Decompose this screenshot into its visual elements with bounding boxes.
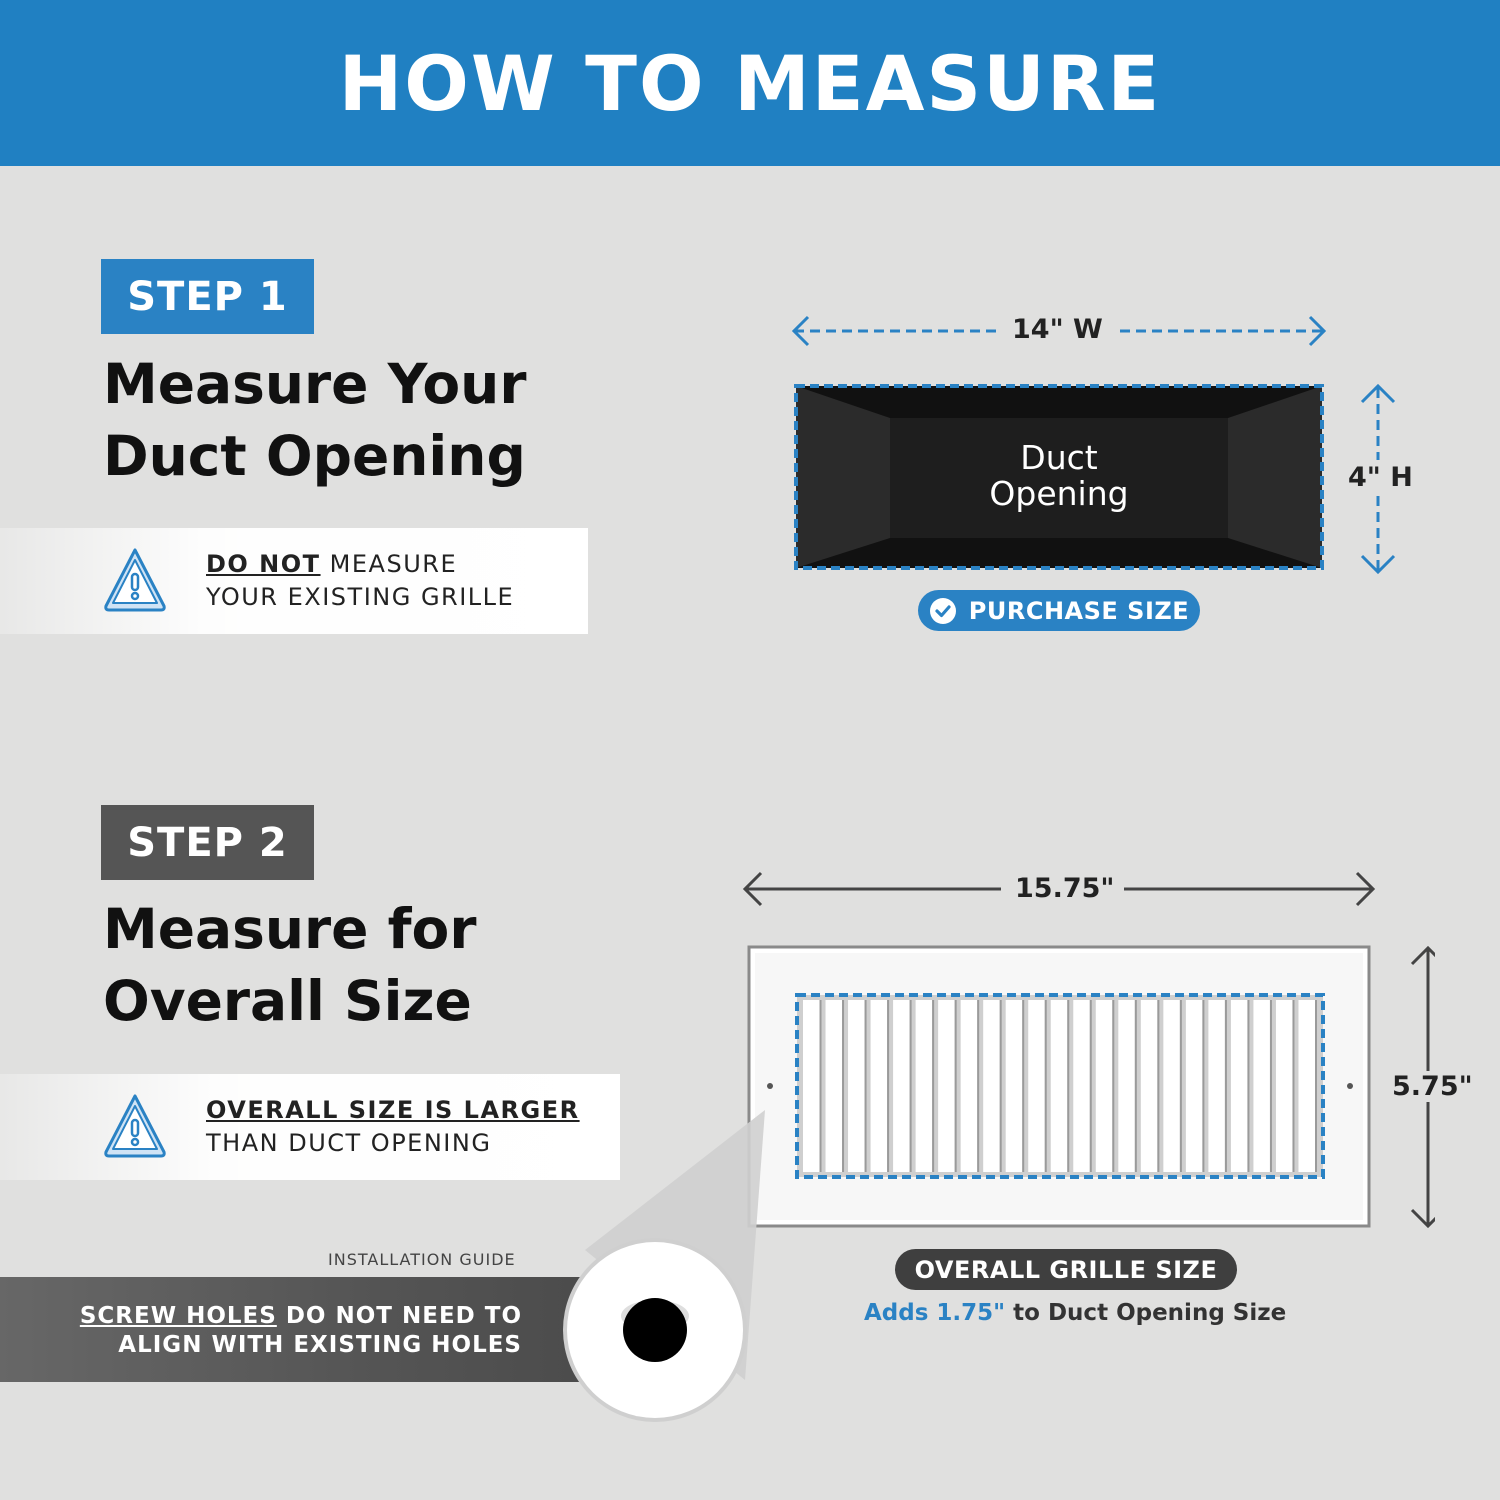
warning-text-rest: MEASURE xyxy=(320,550,458,578)
step-2-heading-line1: Measure for xyxy=(103,897,477,961)
grille-louver xyxy=(961,1000,978,1172)
grille-louver xyxy=(1186,1000,1203,1172)
grille-louver xyxy=(1253,1000,1270,1172)
grille-louver xyxy=(1141,1000,1158,1172)
grille-louver xyxy=(1073,1000,1090,1172)
grille-louver xyxy=(1096,1000,1113,1172)
installation-text-rest: DO NOT NEED TO xyxy=(276,1303,522,1329)
grille-louver xyxy=(1006,1000,1023,1172)
grille-width-label: 15.75" xyxy=(1005,873,1124,904)
purchase-size-pill xyxy=(918,590,1200,631)
warning-emphasis: OVERALL SIZE IS LARGER xyxy=(206,1096,580,1124)
installation-text xyxy=(80,1302,522,1360)
step-2-badge: STEP 2 xyxy=(101,805,314,880)
duct-height-label: 4" H xyxy=(1342,462,1419,493)
installation-text-line2: ALIGN WITH EXISTING HOLES xyxy=(118,1332,522,1358)
warning-text-line2: YOUR EXISTING GRILLE xyxy=(206,583,515,611)
duct-opening-label xyxy=(890,440,1228,512)
duct-width-label: 14" W xyxy=(1000,314,1115,345)
screw-hole-icon xyxy=(623,1298,687,1362)
step-1-badge: STEP 1 xyxy=(101,259,314,334)
screw-hole-callout xyxy=(555,1080,795,1430)
grille-louver xyxy=(826,1000,843,1172)
step-2-warning-text xyxy=(206,1094,580,1160)
grille-louver xyxy=(893,1000,910,1172)
warning-text-line2: THAN DUCT OPENING xyxy=(206,1129,492,1157)
grille-louver xyxy=(1231,1000,1248,1172)
grille-louver xyxy=(1208,1000,1225,1172)
grille-louver xyxy=(1276,1000,1293,1172)
step-2-heading-line2: Overall Size xyxy=(103,969,472,1033)
step-2-heading xyxy=(103,893,476,1037)
step-1-warning-text xyxy=(206,548,514,614)
adds-size-text: to Duct Opening Size xyxy=(1005,1300,1287,1326)
duct-opening-label-line1: Duct xyxy=(1020,438,1098,477)
adds-size-value: Adds 1.75" xyxy=(864,1300,1006,1326)
warning-emphasis: DO NOT xyxy=(206,550,321,578)
installation-guide-caption: INSTALLATION GUIDE xyxy=(328,1250,516,1269)
header-banner xyxy=(0,0,1500,166)
grille-louver xyxy=(1118,1000,1135,1172)
grille-height-label: 5.75" xyxy=(1386,1071,1479,1102)
step-1-heading-line1: Measure Your xyxy=(103,352,527,416)
grille-louver xyxy=(1051,1000,1068,1172)
warning-icon xyxy=(102,546,168,614)
installation-emphasis: SCREW HOLES xyxy=(79,1303,277,1329)
step-1-heading-line2: Duct Opening xyxy=(103,424,526,488)
grille-louver xyxy=(983,1000,1000,1172)
grille-louver xyxy=(871,1000,888,1172)
warning-icon xyxy=(102,1092,168,1160)
grille-louver xyxy=(938,1000,955,1172)
overall-grille-size-pill: OVERALL GRILLE SIZE xyxy=(895,1249,1237,1290)
step-1-heading xyxy=(103,348,526,492)
check-circle-icon xyxy=(929,597,957,625)
grille-diagram xyxy=(735,860,1435,1240)
grille-louver xyxy=(848,1000,865,1172)
grille-louvers xyxy=(797,995,1323,1177)
adds-size-note xyxy=(864,1300,1286,1326)
page-title: HOW TO MEASURE xyxy=(338,38,1162,128)
grille-louver xyxy=(1298,1000,1315,1172)
grille-louver xyxy=(916,1000,933,1172)
grille-louver xyxy=(1028,1000,1045,1172)
step-1-warning-box xyxy=(0,528,588,634)
purchase-size-label: PURCHASE SIZE xyxy=(968,596,1190,625)
installation-band xyxy=(0,1277,600,1382)
grille-louver xyxy=(803,1000,820,1172)
step-2-warning-box xyxy=(0,1074,620,1180)
grille-louver xyxy=(1163,1000,1180,1172)
duct-opening-label-line2: Opening xyxy=(989,474,1129,513)
